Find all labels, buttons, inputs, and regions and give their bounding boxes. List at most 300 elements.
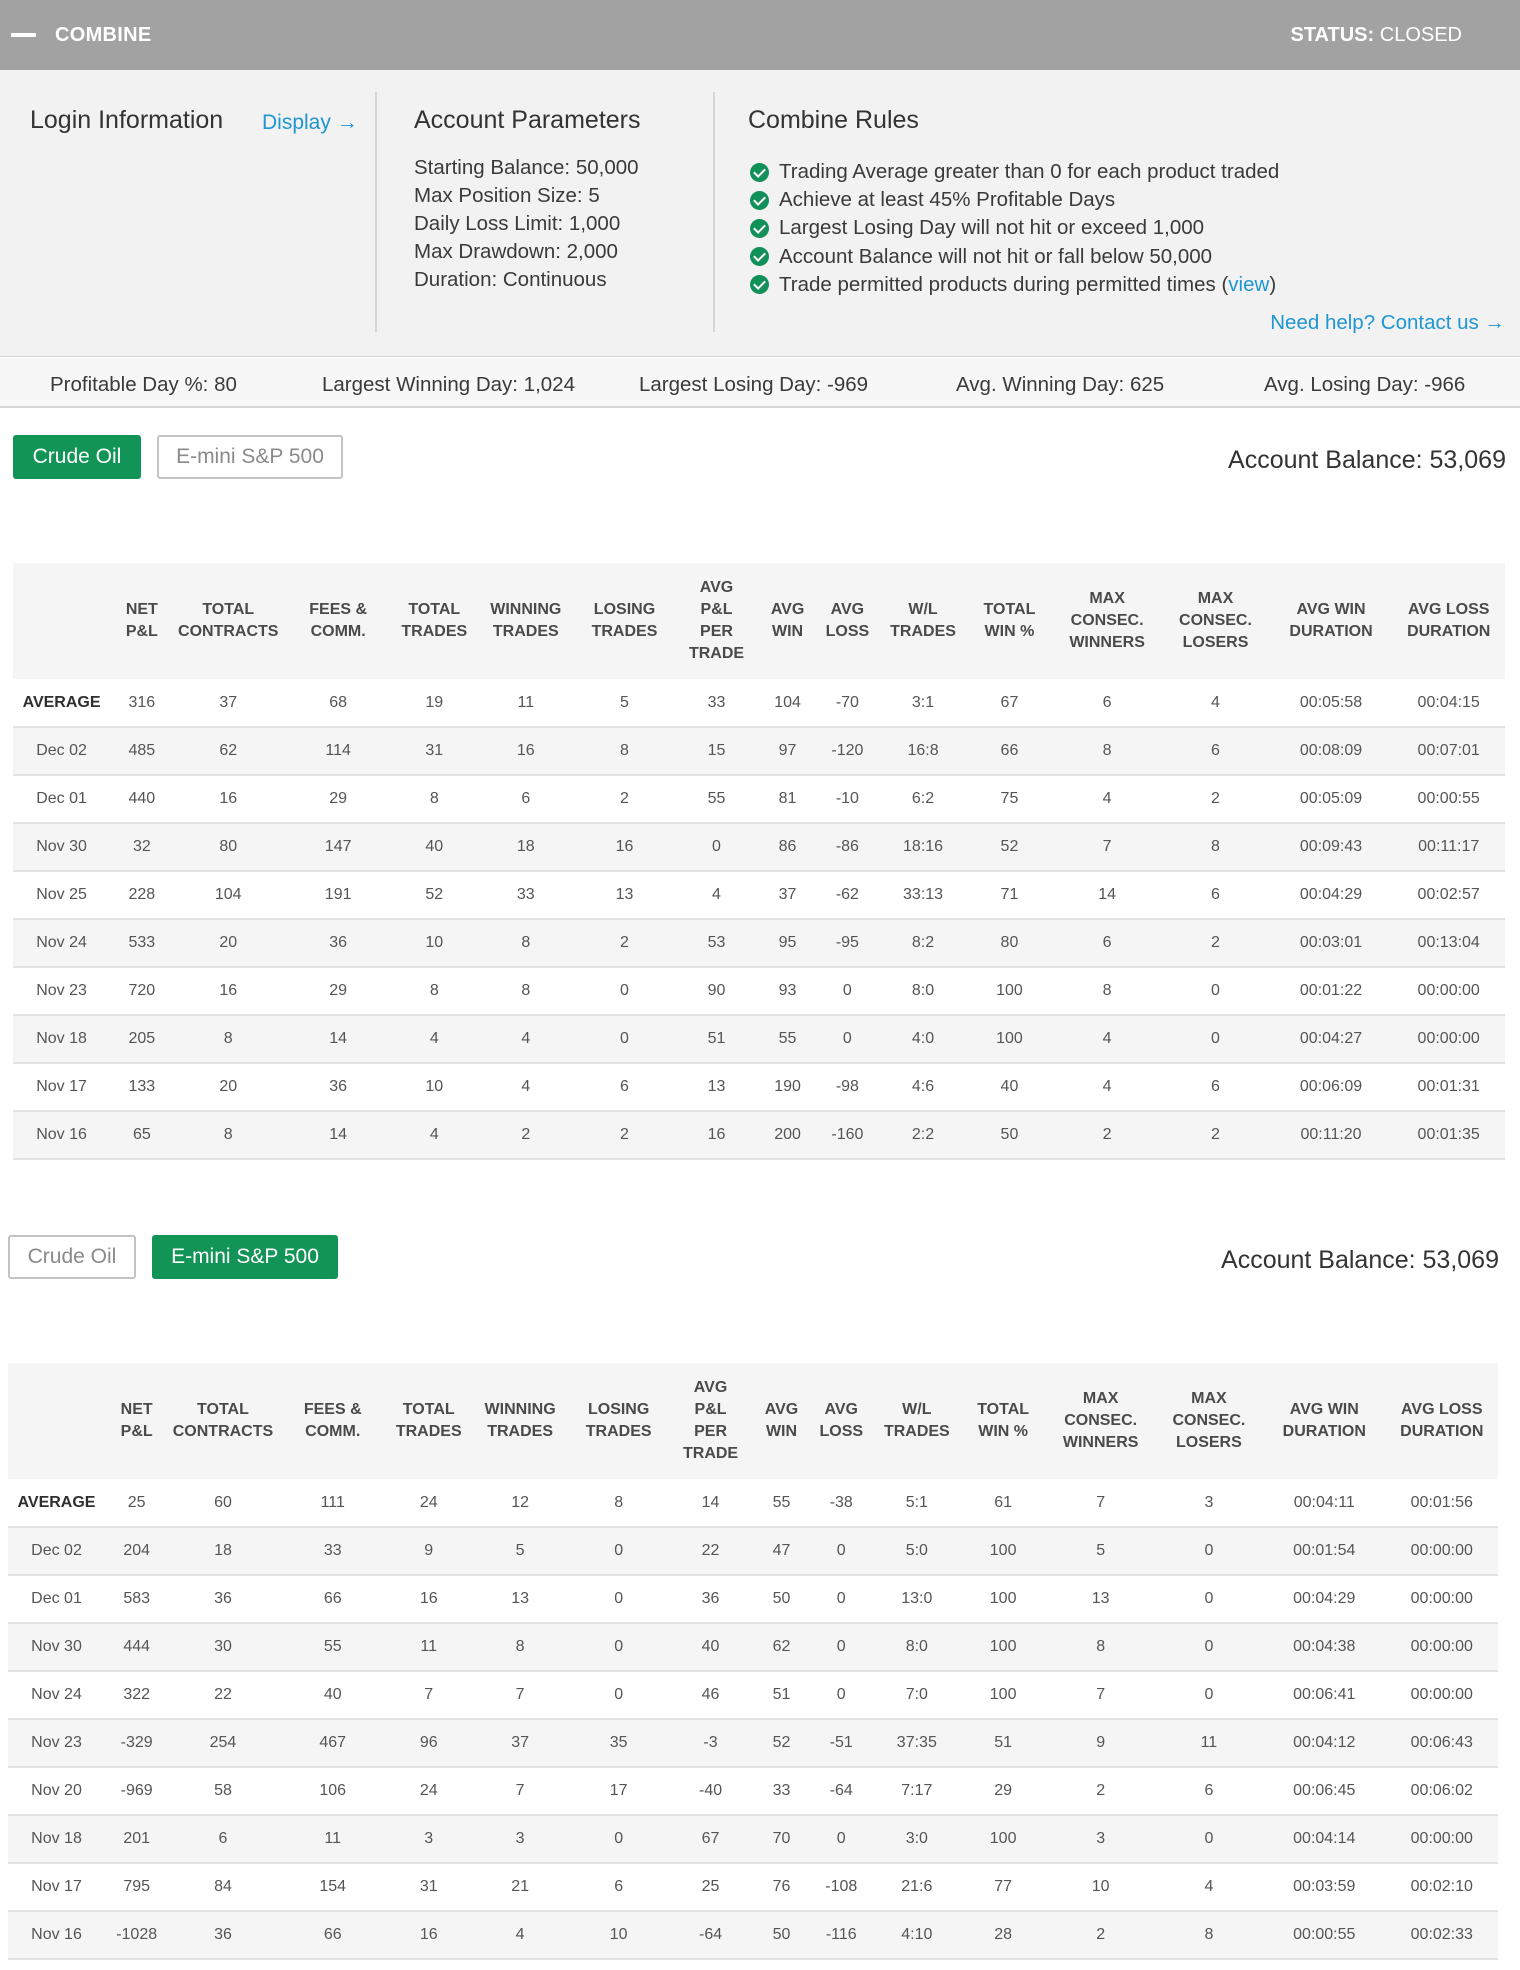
cell-wl-trades: 6:2 <box>880 775 966 823</box>
cell-avg-pl-per-trade: 53 <box>673 919 761 967</box>
cell-max-consec-losers: 0 <box>1155 1623 1263 1671</box>
column-header-avg-win-duration: AVG WIN DURATION <box>1263 1363 1386 1479</box>
param-max-position: Max Position Size: 5 <box>414 184 600 207</box>
cell-total-win-pct: 61 <box>960 1479 1047 1527</box>
cell-wl-trades: 5:1 <box>874 1479 960 1527</box>
table-row <box>13 1063 1505 1111</box>
cell-losing-trades: 8 <box>571 1479 667 1527</box>
cell-avg-loss-duration: 00:07:01 <box>1392 727 1505 775</box>
cell-total-contracts: 16 <box>174 967 283 1015</box>
column-header-max-consec-winners: MAX CONSEC. WINNERS <box>1053 563 1161 679</box>
check-circle-icon <box>750 163 769 182</box>
rule-item: Largest Losing Day will not hit or exceed 1,000 <box>750 214 1279 242</box>
row-date: AVERAGE <box>8 1479 105 1527</box>
cell-losing-trades: 0 <box>571 1575 667 1623</box>
cell-avg-loss: -86 <box>815 823 880 871</box>
cell-avg-win: 95 <box>760 919 814 967</box>
cell-total-win-pct: 67 <box>966 679 1053 727</box>
combine-header <box>0 0 1520 70</box>
column-header-max-consec-winners: MAX CONSEC. WINNERS <box>1047 1363 1155 1479</box>
cell-max-consec-losers: 8 <box>1155 1911 1263 1959</box>
cell-total-win-pct: 51 <box>960 1719 1047 1767</box>
cell-avg-win-duration: 00:04:14 <box>1263 1815 1386 1863</box>
cell-avg-loss: -95 <box>815 919 880 967</box>
cell-fees-comm: 40 <box>278 1671 388 1719</box>
cell-total-win-pct: 80 <box>966 919 1053 967</box>
cell-max-consec-losers: 2 <box>1161 919 1269 967</box>
column-header-winning-trades: WINNING TRADES <box>475 563 576 679</box>
cell-net-pl: 316 <box>110 679 173 727</box>
largest-losing-day: Largest Losing Day: -969 <box>639 373 869 396</box>
cell-losing-trades: 0 <box>576 1015 672 1063</box>
cell-avg-loss: 0 <box>809 1623 874 1671</box>
cell-avg-pl-per-trade: 15 <box>673 727 761 775</box>
tab-crude-oil[interactable]: Crude Oil <box>8 1235 136 1279</box>
cell-net-pl: -1028 <box>105 1911 168 1959</box>
cell-avg-loss-duration: 00:00:55 <box>1392 775 1505 823</box>
cell-net-pl: -329 <box>105 1719 168 1767</box>
cell-total-trades: 11 <box>388 1623 470 1671</box>
cell-total-win-pct: 100 <box>960 1671 1047 1719</box>
cell-avg-loss: 0 <box>809 1671 874 1719</box>
cell-total-contracts: 62 <box>174 727 283 775</box>
check-circle-icon <box>750 247 769 266</box>
cell-max-consec-winners: 6 <box>1053 679 1161 727</box>
cell-winning-trades: 5 <box>470 1527 571 1575</box>
table-row <box>13 1015 1505 1063</box>
cell-winning-trades: 4 <box>475 1063 576 1111</box>
check-circle-icon <box>750 219 769 238</box>
cell-avg-loss-duration: 00:01:56 <box>1386 1479 1498 1527</box>
cell-losing-trades: 16 <box>576 823 672 871</box>
cell-wl-trades: 7:0 <box>874 1671 960 1719</box>
cell-max-consec-losers: 6 <box>1161 727 1269 775</box>
cell-fees-comm: 114 <box>283 727 393 775</box>
cell-total-trades: 40 <box>393 823 475 871</box>
cell-wl-trades: 21:6 <box>874 1863 960 1911</box>
cell-avg-win-duration: 00:00:55 <box>1263 1911 1386 1959</box>
cell-avg-win: 104 <box>760 679 814 727</box>
cell-winning-trades: 18 <box>475 823 576 871</box>
table-row <box>8 1719 1498 1767</box>
cell-winning-trades: 11 <box>475 679 576 727</box>
cell-net-pl: 32 <box>110 823 173 871</box>
cell-avg-win: 86 <box>760 823 814 871</box>
cell-avg-win-duration: 00:09:43 <box>1270 823 1393 871</box>
divider <box>713 92 715 332</box>
cell-max-consec-winners: 2 <box>1053 1111 1161 1159</box>
row-date: Nov 23 <box>13 967 110 1015</box>
cell-avg-loss-duration: 00:00:00 <box>1386 1575 1498 1623</box>
cell-avg-pl-per-trade: 22 <box>667 1527 755 1575</box>
cell-avg-win: 51 <box>754 1671 808 1719</box>
cell-avg-pl-per-trade: 25 <box>667 1863 755 1911</box>
cell-avg-win: 50 <box>754 1575 808 1623</box>
cell-total-contracts: 18 <box>168 1527 277 1575</box>
cell-max-consec-winners: 6 <box>1053 919 1161 967</box>
cell-max-consec-winners: 8 <box>1053 967 1161 1015</box>
cell-max-consec-losers: 4 <box>1155 1863 1263 1911</box>
cell-max-consec-losers: 0 <box>1155 1575 1263 1623</box>
column-header-avg-pl-per-trade: AVG P&L PER TRADE <box>673 563 761 679</box>
cell-winning-trades: 8 <box>470 1623 571 1671</box>
cell-fees-comm: 68 <box>283 679 393 727</box>
column-header-wl-trades: W/L TRADES <box>880 563 966 679</box>
check-circle-icon <box>750 191 769 210</box>
column-header-net-pl: NET P&L <box>110 563 173 679</box>
cell-net-pl: 205 <box>110 1015 173 1063</box>
cell-avg-win-duration: 00:03:59 <box>1263 1863 1386 1911</box>
cell-avg-loss: -120 <box>815 727 880 775</box>
cell-wl-trades: 5:0 <box>874 1527 960 1575</box>
cell-wl-trades: 3:1 <box>880 679 966 727</box>
table-row <box>8 1767 1498 1815</box>
avg-losing-day: Avg. Losing Day: -966 <box>1264 373 1466 396</box>
cell-avg-pl-per-trade: 40 <box>667 1623 755 1671</box>
cell-total-trades: 24 <box>388 1479 470 1527</box>
status-indicator <box>1290 24 1462 47</box>
cell-total-contracts: 8 <box>174 1111 283 1159</box>
cell-losing-trades: 0 <box>571 1623 667 1671</box>
cell-losing-trades: 0 <box>571 1815 667 1863</box>
row-date: Nov 17 <box>8 1863 105 1911</box>
view-link[interactable]: view <box>1228 272 1270 296</box>
cell-max-consec-winners: 14 <box>1053 871 1161 919</box>
cell-fees-comm: 55 <box>278 1623 388 1671</box>
cell-winning-trades: 8 <box>475 919 576 967</box>
cell-avg-loss-duration: 00:11:17 <box>1392 823 1505 871</box>
cell-total-win-pct: 100 <box>960 1815 1047 1863</box>
cell-net-pl: 533 <box>110 919 173 967</box>
cell-total-win-pct: 100 <box>960 1527 1047 1575</box>
login-info-title: Login Information <box>30 106 224 134</box>
column-header-winning-trades: WINNING TRADES <box>470 1363 571 1479</box>
cell-total-contracts: 104 <box>174 871 283 919</box>
combine-rules-list <box>750 158 1279 299</box>
cell-winning-trades: 6 <box>475 775 576 823</box>
cell-losing-trades: 13 <box>576 871 672 919</box>
row-date: Dec 01 <box>8 1575 105 1623</box>
cell-total-win-pct: 40 <box>966 1063 1053 1111</box>
cell-avg-loss-duration: 00:00:00 <box>1386 1623 1498 1671</box>
cell-max-consec-losers: 0 <box>1161 1015 1269 1063</box>
cell-max-consec-winners: 8 <box>1053 727 1161 775</box>
column-header-fees-comm: FEES & COMM. <box>278 1363 388 1479</box>
table-row <box>8 1815 1498 1863</box>
cell-avg-win: 76 <box>754 1863 808 1911</box>
largest-winning-day: Largest Winning Day: 1,024 <box>322 373 575 396</box>
cell-total-win-pct: 77 <box>960 1863 1047 1911</box>
table-row <box>13 967 1505 1015</box>
table-row <box>8 1575 1498 1623</box>
cell-wl-trades: 4:0 <box>880 1015 966 1063</box>
cell-avg-loss: -160 <box>815 1111 880 1159</box>
cell-avg-win: 50 <box>754 1911 808 1959</box>
cell-total-win-pct: 52 <box>966 823 1053 871</box>
cell-max-consec-winners: 4 <box>1053 1063 1161 1111</box>
cell-max-consec-losers: 4 <box>1161 679 1269 727</box>
row-date: Nov 24 <box>13 919 110 967</box>
cell-wl-trades: 8:2 <box>880 919 966 967</box>
cell-max-consec-winners: 4 <box>1053 775 1161 823</box>
cell-net-pl: 133 <box>110 1063 173 1111</box>
column-header-avg-loss-duration: AVG LOSS DURATION <box>1392 563 1505 679</box>
cell-avg-win-duration: 00:01:54 <box>1263 1527 1386 1575</box>
cell-avg-loss-duration: 00:06:02 <box>1386 1767 1498 1815</box>
cell-wl-trades: 8:0 <box>874 1623 960 1671</box>
cell-losing-trades: 6 <box>571 1863 667 1911</box>
cell-avg-pl-per-trade: 14 <box>667 1479 755 1527</box>
status-label: STATUS: <box>1290 24 1375 46</box>
row-date: Nov 18 <box>8 1815 105 1863</box>
cell-total-contracts: 80 <box>174 823 283 871</box>
cell-avg-win-duration: 00:03:01 <box>1270 919 1393 967</box>
cell-avg-loss-duration: 00:02:57 <box>1392 871 1505 919</box>
table-row <box>13 727 1505 775</box>
row-date: Nov 30 <box>13 823 110 871</box>
cell-avg-pl-per-trade: 13 <box>673 1063 761 1111</box>
cell-winning-trades: 21 <box>470 1863 571 1911</box>
cell-avg-win-duration: 00:06:41 <box>1263 1671 1386 1719</box>
cell-total-contracts: 36 <box>168 1911 277 1959</box>
cell-fees-comm: 111 <box>278 1479 388 1527</box>
cell-max-consec-winners: 5 <box>1047 1527 1155 1575</box>
row-date: Nov 17 <box>13 1063 110 1111</box>
cell-avg-loss: -64 <box>809 1767 874 1815</box>
cell-avg-pl-per-trade: 16 <box>673 1111 761 1159</box>
cell-total-win-pct: 71 <box>966 871 1053 919</box>
row-date: Nov 24 <box>8 1671 105 1719</box>
row-date: AVERAGE <box>13 679 110 727</box>
cell-max-consec-losers: 6 <box>1161 1063 1269 1111</box>
average-row <box>8 1479 1498 1527</box>
cell-fees-comm: 154 <box>278 1863 388 1911</box>
average-row <box>13 679 1505 727</box>
cell-avg-loss-duration: 00:13:04 <box>1392 919 1505 967</box>
cell-avg-loss: -62 <box>815 871 880 919</box>
cell-fees-comm: 191 <box>283 871 393 919</box>
cell-fees-comm: 36 <box>283 1063 393 1111</box>
table-header-row <box>13 563 1505 679</box>
cell-winning-trades: 7 <box>470 1767 571 1815</box>
column-header-wl-trades: W/L TRADES <box>874 1363 960 1479</box>
cell-fees-comm: 14 <box>283 1015 393 1063</box>
account-balance: Account Balance: 53,069 <box>1221 1246 1499 1274</box>
cell-avg-loss-duration: 00:00:00 <box>1392 1015 1505 1063</box>
account-info-panel <box>0 70 1520 357</box>
cell-max-consec-winners: 2 <box>1047 1767 1155 1815</box>
cell-fees-comm: 467 <box>278 1719 388 1767</box>
cell-net-pl: 65 <box>110 1111 173 1159</box>
cell-total-trades: 16 <box>388 1911 470 1959</box>
cell-avg-loss-duration: 00:00:00 <box>1386 1671 1498 1719</box>
cell-max-consec-winners: 3 <box>1047 1815 1155 1863</box>
cell-winning-trades: 16 <box>475 727 576 775</box>
cell-avg-loss: -98 <box>815 1063 880 1111</box>
cell-avg-win-duration: 00:01:22 <box>1270 967 1393 1015</box>
cell-avg-win-duration: 00:11:20 <box>1270 1111 1393 1159</box>
cell-winning-trades: 8 <box>475 967 576 1015</box>
cell-net-pl: 440 <box>110 775 173 823</box>
cell-losing-trades: 5 <box>576 679 672 727</box>
cell-losing-trades: 2 <box>576 775 672 823</box>
cell-net-pl: 720 <box>110 967 173 1015</box>
cell-avg-win-duration: 00:08:09 <box>1270 727 1393 775</box>
status-value: CLOSED <box>1379 24 1462 46</box>
cell-max-consec-losers: 0 <box>1155 1815 1263 1863</box>
cell-total-trades: 4 <box>393 1111 475 1159</box>
cell-avg-win: 55 <box>760 1015 814 1063</box>
cell-avg-loss-duration: 00:02:33 <box>1386 1911 1498 1959</box>
column-header-max-consec-losers: MAX CONSEC. LOSERS <box>1161 563 1269 679</box>
cell-max-consec-losers: 2 <box>1161 775 1269 823</box>
cell-total-win-pct: 29 <box>960 1767 1047 1815</box>
cell-total-win-pct: 66 <box>966 727 1053 775</box>
contact-us-link[interactable]: Need help? Contact us → <box>1270 311 1505 334</box>
header-blank <box>13 563 110 679</box>
column-header-total-contracts: TOTAL CONTRACTS <box>168 1363 277 1479</box>
cell-avg-pl-per-trade: -3 <box>667 1719 755 1767</box>
cell-max-consec-losers: 0 <box>1155 1527 1263 1575</box>
column-header-total-win-pct: TOTAL WIN % <box>966 563 1053 679</box>
column-header-avg-win: AVG WIN <box>760 563 814 679</box>
cell-avg-win-duration: 00:04:27 <box>1270 1015 1393 1063</box>
cell-avg-win-duration: 00:04:11 <box>1263 1479 1386 1527</box>
cell-avg-loss-duration: 00:06:43 <box>1386 1719 1498 1767</box>
cell-avg-loss-duration: 00:01:35 <box>1392 1111 1505 1159</box>
cell-total-trades: 4 <box>393 1015 475 1063</box>
table-row <box>13 871 1505 919</box>
cell-losing-trades: 35 <box>571 1719 667 1767</box>
rule-item: Account Balance will not hit or fall below 50,000 <box>750 243 1279 271</box>
tab-emini-sp500[interactable]: E-mini S&P 500 <box>157 435 343 479</box>
cell-losing-trades: 17 <box>571 1767 667 1815</box>
cell-avg-win: 81 <box>760 775 814 823</box>
table-row <box>13 823 1505 871</box>
cell-wl-trades: 8:0 <box>880 967 966 1015</box>
row-date: Nov 16 <box>13 1111 110 1159</box>
cell-total-trades: 31 <box>388 1863 470 1911</box>
cell-max-consec-winners: 10 <box>1047 1863 1155 1911</box>
cell-losing-trades: 10 <box>571 1911 667 1959</box>
cell-avg-win: 55 <box>754 1479 808 1527</box>
param-max-drawdown: Max Drawdown: 2,000 <box>414 240 618 263</box>
cell-total-win-pct: 75 <box>966 775 1053 823</box>
cell-total-contracts: 58 <box>168 1767 277 1815</box>
cell-avg-loss-duration: 00:00:00 <box>1386 1815 1498 1863</box>
row-date: Nov 25 <box>13 871 110 919</box>
cell-avg-pl-per-trade: 55 <box>673 775 761 823</box>
cell-avg-win: 190 <box>760 1063 814 1111</box>
cell-avg-pl-per-trade: 67 <box>667 1815 755 1863</box>
cell-avg-win: 52 <box>754 1719 808 1767</box>
cell-winning-trades: 3 <box>470 1815 571 1863</box>
header-blank <box>8 1363 105 1479</box>
row-date: Dec 01 <box>13 775 110 823</box>
cell-avg-pl-per-trade: 4 <box>673 871 761 919</box>
emini-stats-table <box>8 1363 1498 1960</box>
cell-avg-loss: -108 <box>809 1863 874 1911</box>
cell-wl-trades: 18:16 <box>880 823 966 871</box>
cell-losing-trades: 6 <box>576 1063 672 1111</box>
cell-total-win-pct: 50 <box>966 1111 1053 1159</box>
tab-crude-oil[interactable]: Crude Oil <box>13 435 141 479</box>
cell-avg-win-duration: 00:04:38 <box>1263 1623 1386 1671</box>
cell-total-contracts: 254 <box>168 1719 277 1767</box>
cell-winning-trades: 4 <box>475 1015 576 1063</box>
cell-avg-win-duration: 00:06:09 <box>1270 1063 1393 1111</box>
tab-emini-sp500[interactable]: E-mini S&P 500 <box>152 1235 338 1279</box>
collapse-icon[interactable] <box>11 33 36 37</box>
rule-item: Achieve at least 45% Profitable Days <box>750 186 1279 214</box>
table-row <box>8 1911 1498 1959</box>
cell-avg-win-duration: 00:04:29 <box>1263 1575 1386 1623</box>
avg-winning-day: Avg. Winning Day: 625 <box>956 373 1165 396</box>
cell-max-consec-winners: 4 <box>1053 1015 1161 1063</box>
cell-avg-loss-duration: 00:02:10 <box>1386 1863 1498 1911</box>
cell-total-contracts: 8 <box>174 1015 283 1063</box>
cell-total-win-pct: 100 <box>966 1015 1053 1063</box>
cell-max-consec-winners: 8 <box>1047 1623 1155 1671</box>
cell-total-contracts: 36 <box>168 1575 277 1623</box>
cell-winning-trades: 2 <box>475 1111 576 1159</box>
cell-net-pl: 228 <box>110 871 173 919</box>
cell-avg-loss: 0 <box>815 1015 880 1063</box>
profitable-day-pct: Profitable Day %: 80 <box>50 373 237 396</box>
cell-net-pl: 485 <box>110 727 173 775</box>
display-link[interactable]: Display → <box>262 111 358 134</box>
row-date: Nov 30 <box>8 1623 105 1671</box>
cell-avg-win: 97 <box>760 727 814 775</box>
table-row <box>8 1671 1498 1719</box>
row-date: Nov 20 <box>8 1767 105 1815</box>
cell-total-contracts: 6 <box>168 1815 277 1863</box>
column-header-net-pl: NET P&L <box>105 1363 168 1479</box>
cell-total-trades: 52 <box>393 871 475 919</box>
cell-losing-trades: 8 <box>576 727 672 775</box>
cell-wl-trades: 13:0 <box>874 1575 960 1623</box>
cell-net-pl: 201 <box>105 1815 168 1863</box>
cell-fees-comm: 33 <box>278 1527 388 1575</box>
cell-max-consec-winners: 7 <box>1047 1671 1155 1719</box>
cell-total-win-pct: 100 <box>966 967 1053 1015</box>
cell-total-contracts: 30 <box>168 1623 277 1671</box>
table-row <box>13 775 1505 823</box>
cell-avg-loss: -70 <box>815 679 880 727</box>
row-date: Nov 23 <box>8 1719 105 1767</box>
cell-winning-trades: 7 <box>470 1671 571 1719</box>
column-header-losing-trades: LOSING TRADES <box>576 563 672 679</box>
cell-avg-pl-per-trade: 90 <box>673 967 761 1015</box>
column-header-total-win-pct: TOTAL WIN % <box>960 1363 1047 1479</box>
cell-avg-loss: 0 <box>809 1815 874 1863</box>
account-parameters-list <box>414 154 639 294</box>
cell-avg-win: 47 <box>754 1527 808 1575</box>
cell-max-consec-losers: 0 <box>1155 1671 1263 1719</box>
cell-total-contracts: 37 <box>174 679 283 727</box>
cell-wl-trades: 3:0 <box>874 1815 960 1863</box>
cell-max-consec-winners: 13 <box>1047 1575 1155 1623</box>
cell-total-contracts: 20 <box>174 1063 283 1111</box>
cell-avg-loss-duration: 00:04:15 <box>1392 679 1505 727</box>
cell-max-consec-losers: 6 <box>1161 871 1269 919</box>
column-header-avg-win: AVG WIN <box>754 1363 808 1479</box>
cell-avg-pl-per-trade: 33 <box>673 679 761 727</box>
row-date: Dec 02 <box>8 1527 105 1575</box>
cell-avg-pl-per-trade: 46 <box>667 1671 755 1719</box>
cell-winning-trades: 12 <box>470 1479 571 1527</box>
cell-total-contracts: 22 <box>168 1671 277 1719</box>
